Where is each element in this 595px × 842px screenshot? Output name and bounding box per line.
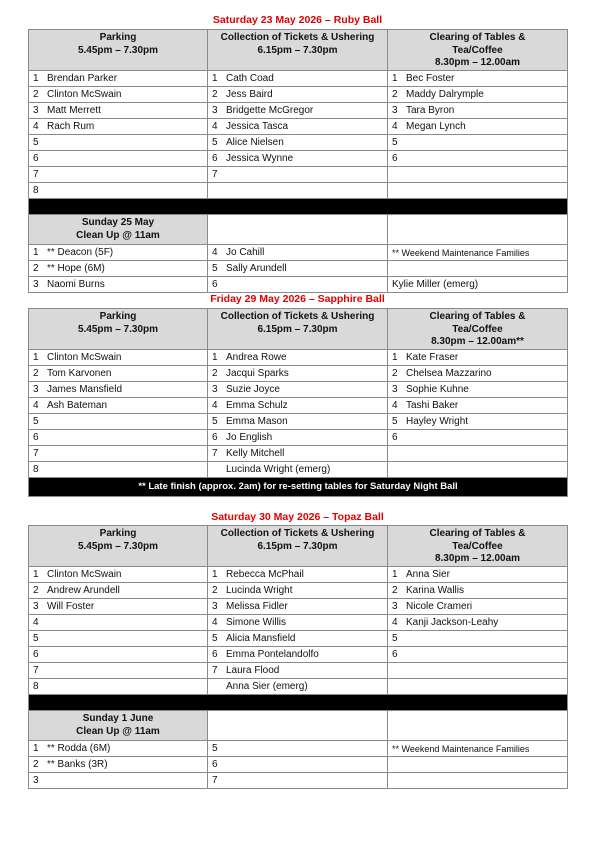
roster-cell: 1 Brendan Parker bbox=[29, 71, 208, 87]
table-row bbox=[29, 663, 568, 679]
table-row bbox=[29, 599, 568, 615]
roster-cell: 5 bbox=[29, 135, 208, 151]
table-row bbox=[29, 567, 568, 583]
header-row bbox=[29, 526, 568, 567]
roster-cell: 4 Kanji Jackson-Leahy bbox=[388, 615, 568, 631]
table-row bbox=[29, 366, 568, 382]
header-tickets-ushering: Collection of Tickets & Ushering 6.15pm – 7.30pm bbox=[208, 30, 388, 71]
cleanup-title: Sunday 25 May Clean Up @ 11am bbox=[29, 215, 208, 245]
roster-cell: 7 Laura Flood bbox=[208, 663, 388, 679]
roster-cell: 4 Tashi Baker bbox=[388, 398, 568, 414]
header-parking: Parking 5.45pm – 7.30pm bbox=[29, 526, 208, 567]
roster-cell: 1 Clinton McSwain bbox=[29, 350, 208, 366]
roster-cell bbox=[388, 711, 568, 741]
roster-table bbox=[28, 29, 568, 293]
roster-cell: 5 bbox=[29, 631, 208, 647]
roster-cell: 6 bbox=[29, 151, 208, 167]
header-parking: Parking 5.45pm – 7.30pm bbox=[29, 30, 208, 71]
roster-cell: 1 ** Rodda (6M) bbox=[29, 741, 208, 757]
black-separator bbox=[29, 695, 568, 711]
roster-table bbox=[28, 525, 568, 789]
table-row bbox=[29, 679, 568, 695]
table-row bbox=[29, 245, 568, 261]
roster-cell bbox=[208, 711, 388, 741]
roster-cell: 1 ** Deacon (5F) bbox=[29, 245, 208, 261]
roster-cell: 5 Hayley Wright bbox=[388, 414, 568, 430]
roster-cell: 3 Nicole Crameri bbox=[388, 599, 568, 615]
roster-cell: 4 Megan Lynch bbox=[388, 119, 568, 135]
roster-cell: 4 Ash Bateman bbox=[29, 398, 208, 414]
roster-cell bbox=[388, 663, 568, 679]
cleanup-header-row bbox=[29, 711, 568, 741]
roster-cell: Kylie Miller (emerg) bbox=[388, 277, 568, 293]
roster-cell: 6 Jo English bbox=[208, 430, 388, 446]
header-tickets-ushering: Collection of Tickets & Ushering 6.15pm – 7.30pm bbox=[208, 309, 388, 350]
roster-cell: 1 Anna Sier bbox=[388, 567, 568, 583]
roster-cell: 2 Lucinda Wright bbox=[208, 583, 388, 599]
event-title: Friday 29 May 2026 – Sapphire Ball bbox=[210, 293, 385, 305]
table-row bbox=[29, 183, 568, 199]
table-row bbox=[29, 757, 568, 773]
roster-cell bbox=[388, 462, 568, 478]
table-row bbox=[29, 414, 568, 430]
header-parking: Parking 5.45pm – 7.30pm bbox=[29, 309, 208, 350]
roster-cell: 2 Andrew Arundell bbox=[29, 583, 208, 599]
roster-cell: 3 bbox=[29, 773, 208, 789]
maintenance-families-note: ** Weekend Maintenance Families bbox=[388, 741, 568, 757]
event-title: Saturday 23 May 2026 – Ruby Ball bbox=[212, 14, 383, 26]
roster-cell bbox=[208, 183, 388, 199]
roster-cell: 8 bbox=[29, 183, 208, 199]
roster-cell: 6 Emma Pontelandolfo bbox=[208, 647, 388, 663]
header-clearing-tables: Clearing of Tables & Tea/Coffee 8.30pm – 12.00am** bbox=[388, 309, 568, 350]
roster-cell: 1 Andrea Rowe bbox=[208, 350, 388, 366]
cleanup-header-row bbox=[29, 215, 568, 245]
roster-cell: 5 Sally Arundell bbox=[208, 261, 388, 277]
header-clearing-tables: Clearing of Tables & Tea/Coffee 8.30pm – 12.00am bbox=[388, 526, 568, 567]
table-row bbox=[29, 87, 568, 103]
roster-cell: 3 Sophie Kuhne bbox=[388, 382, 568, 398]
table-row bbox=[29, 741, 568, 757]
roster-cell: 1 Rebecca McPhail bbox=[208, 567, 388, 583]
roster-cell: Lucinda Wright (emerg) bbox=[208, 462, 388, 478]
roster-cell: 3 Suzie Joyce bbox=[208, 382, 388, 398]
table-row bbox=[29, 583, 568, 599]
table-row bbox=[29, 631, 568, 647]
roster-cell: 2 Jacqui Sparks bbox=[208, 366, 388, 382]
roster-cell: 6 Jessica Wynne bbox=[208, 151, 388, 167]
roster-cell: 2 Maddy Dalrymple bbox=[388, 87, 568, 103]
roster-cell: 1 Kate Fraser bbox=[388, 350, 568, 366]
roster-cell: 6 bbox=[388, 430, 568, 446]
separator-row bbox=[29, 695, 568, 711]
roster-cell bbox=[388, 679, 568, 695]
black-separator bbox=[29, 199, 568, 215]
roster-cell: 2 Chelsea Mazzarino bbox=[388, 366, 568, 382]
roster-cell: 7 bbox=[208, 167, 388, 183]
table-row bbox=[29, 261, 568, 277]
roster-cell: 1 Cath Coad bbox=[208, 71, 388, 87]
roster-cell: 6 bbox=[388, 647, 568, 663]
roster-cell: 6 bbox=[388, 151, 568, 167]
roster-cell bbox=[388, 757, 568, 773]
table-row bbox=[29, 151, 568, 167]
event-title: Saturday 30 May 2026 – Topaz Ball bbox=[211, 511, 384, 523]
roster-cell: 5 bbox=[208, 741, 388, 757]
roster-cell: 6 bbox=[29, 647, 208, 663]
roster-cell: 3 Matt Merrett bbox=[29, 103, 208, 119]
table-row bbox=[29, 430, 568, 446]
table-row bbox=[29, 446, 568, 462]
roster-cell: 7 bbox=[29, 167, 208, 183]
roster-cell bbox=[388, 446, 568, 462]
roster-cell: 7 Kelly Mitchell bbox=[208, 446, 388, 462]
table-row bbox=[29, 71, 568, 87]
maintenance-families-note: ** Weekend Maintenance Families bbox=[388, 245, 568, 261]
roster-cell bbox=[388, 215, 568, 245]
roster-cell: 5 bbox=[388, 135, 568, 151]
header-clearing-tables: Clearing of Tables & Tea/Coffee 8.30pm – 12.00am bbox=[388, 30, 568, 71]
roster-cell: 8 bbox=[29, 462, 208, 478]
roster-cell: 2 ** Hope (6M) bbox=[29, 261, 208, 277]
roster-cell: 1 Clinton McSwain bbox=[29, 567, 208, 583]
roster-cell: 1 Bec Foster bbox=[388, 71, 568, 87]
table-row bbox=[29, 382, 568, 398]
table-row bbox=[29, 462, 568, 478]
roster-cell: 3 Naomi Burns bbox=[29, 277, 208, 293]
roster-cell: 5 Alice Nielsen bbox=[208, 135, 388, 151]
table-row bbox=[29, 647, 568, 663]
cleanup-title: Sunday 1 June Clean Up @ 11am bbox=[29, 711, 208, 741]
table-row bbox=[29, 398, 568, 414]
note-row bbox=[29, 478, 568, 497]
roster-cell: 7 bbox=[29, 446, 208, 462]
table-row bbox=[29, 119, 568, 135]
roster-cell: 5 bbox=[29, 414, 208, 430]
header-row bbox=[29, 30, 568, 71]
roster-cell bbox=[388, 773, 568, 789]
table-row bbox=[29, 773, 568, 789]
roster-cell: 5 bbox=[388, 631, 568, 647]
roster-cell: 3 James Mansfield bbox=[29, 382, 208, 398]
table-row bbox=[29, 350, 568, 366]
separator-row bbox=[29, 199, 568, 215]
roster-cell bbox=[388, 261, 568, 277]
roster-cell: 3 Tara Byron bbox=[388, 103, 568, 119]
roster-cell: Anna Sier (emerg) bbox=[208, 679, 388, 695]
roster-cell: 5 Alicia Mansfield bbox=[208, 631, 388, 647]
late-finish-note: ** Late finish (approx. 2am) for re-setting tables for Saturday Night Ball bbox=[29, 478, 568, 497]
roster-cell: 2 ** Banks (3R) bbox=[29, 757, 208, 773]
roster-cell: 2 Karina Wallis bbox=[388, 583, 568, 599]
table-row bbox=[29, 615, 568, 631]
roster-cell: 7 bbox=[208, 773, 388, 789]
header-tickets-ushering: Collection of Tickets & Ushering 6.15pm – 7.30pm bbox=[208, 526, 388, 567]
roster-cell: 2 Jess Baird bbox=[208, 87, 388, 103]
roster-cell: 3 Bridgette McGregor bbox=[208, 103, 388, 119]
roster-cell: 6 bbox=[208, 757, 388, 773]
roster-cell: 6 bbox=[29, 430, 208, 446]
roster-cell: 4 Jo Cahill bbox=[208, 245, 388, 261]
roster-cell bbox=[388, 183, 568, 199]
roster-cell: 4 Emma Schulz bbox=[208, 398, 388, 414]
roster-cell: 8 bbox=[29, 679, 208, 695]
roster-cell: 3 Melissa Fidler bbox=[208, 599, 388, 615]
roster-cell: 4 Simone Willis bbox=[208, 615, 388, 631]
roster-table bbox=[28, 308, 568, 497]
table-row bbox=[29, 103, 568, 119]
table-row bbox=[29, 277, 568, 293]
roster-cell: 7 bbox=[29, 663, 208, 679]
roster-cell: 4 Rach Rum bbox=[29, 119, 208, 135]
table-row bbox=[29, 135, 568, 151]
roster-cell: 2 Tom Karvonen bbox=[29, 366, 208, 382]
roster-cell: 4 Jessica Tasca bbox=[208, 119, 388, 135]
roster-cell: 5 Emma Mason bbox=[208, 414, 388, 430]
roster-cell: 2 Clinton McSwain bbox=[29, 87, 208, 103]
roster-cell: 6 bbox=[208, 277, 388, 293]
roster-cell bbox=[208, 215, 388, 245]
roster-cell: 4 bbox=[29, 615, 208, 631]
header-row bbox=[29, 309, 568, 350]
roster-cell: 3 Will Foster bbox=[29, 599, 208, 615]
roster-cell bbox=[388, 167, 568, 183]
table-row bbox=[29, 167, 568, 183]
